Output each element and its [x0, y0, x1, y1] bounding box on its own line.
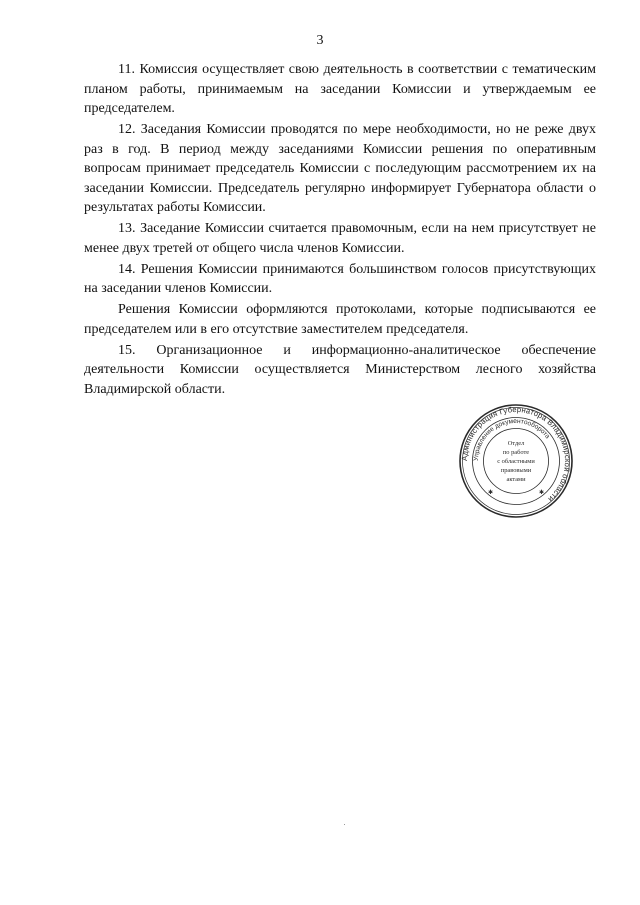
paragraph-15: 15. Организационное и информационно-аналитическое обеспечение деятельности Комиссии осуществляется Министерством лесного хозяйства Владимирской области.	[84, 342, 596, 397]
svg-text:с областными: с областными	[497, 458, 535, 465]
scan-speck	[344, 824, 345, 825]
svg-text:Отдел: Отдел	[507, 440, 525, 447]
seal-outer-text: Администрация Губернатора Владимирской области	[459, 404, 573, 504]
seal-star-left: ✱	[488, 490, 494, 496]
paragraph-11: 11. Комиссия осуществляет свою деятельность в соответствии с тематическим планом работы, принимаемым на заседании Комиссии и утверждаемым ее председателем.	[84, 62, 596, 116]
paragraph-14: 14. Решения Комиссии принимаются большинством голосов присутствующих на заседании членов Комиссии.	[84, 261, 596, 296]
seal-inner-text: Управление документооборота	[472, 417, 551, 462]
svg-text:по работе: по работе	[502, 449, 530, 456]
seal-graphic	[458, 403, 574, 519]
svg-text:актами: актами	[506, 476, 526, 483]
official-seal-stamp	[458, 403, 574, 519]
svg-text:правовыми: правовыми	[500, 467, 532, 474]
paragraph-12: 12. Заседания Комиссии проводятся по мере необходимости, но не реже двух раз в год. В период между заседаниями Комиссии решения по оперативным вопросам принимает председатель Комиссии с последующим рассмотрением их на заседании Комиссии. Председатель регулярно информирует Губернатора области о результатах работы Комиссии.	[84, 122, 596, 215]
seal-star-right: ✱	[539, 490, 545, 496]
seal-center-text	[497, 440, 535, 483]
document-body	[84, 60, 596, 401]
paragraph-14-continuation: Решения Комиссии оформляются протоколами, которые подписываются ее председателем или в его отсутствие заместителем председателя.	[84, 302, 596, 337]
page-number: 3	[316, 33, 324, 48]
paragraph-13: 13. Заседание Комиссии считается правомочным, если на нем присутствует не менее двух третей от общего числа членов Комиссии.	[84, 221, 596, 256]
